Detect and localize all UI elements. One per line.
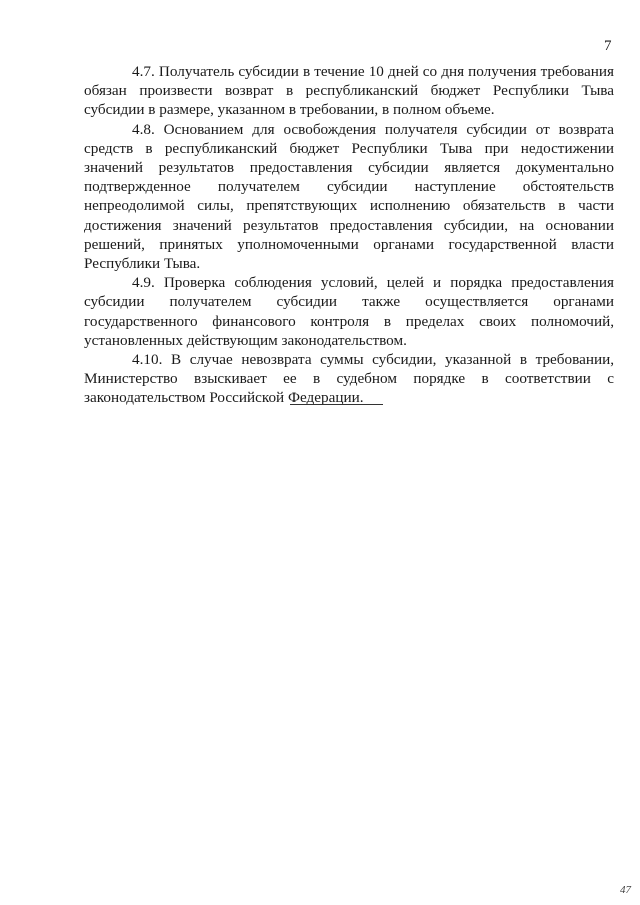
paragraph-4-9: 4.9. Проверка соблюдения условий, целей и порядка предоставления субсидии получателем субсидии также осуществляется органами государственного финансового контроля в пределах своих полномочий, установленных действующим законодательством. [84, 274, 614, 349]
paragraph-4-10: 4.10. В случае невозврата суммы субсидии, указанной в требовании, Министерство взыскивает ее в судебном порядке в соответствии с законодательством Российской Федерации. [84, 351, 614, 407]
page-number: 7 [604, 38, 612, 54]
corner-mark: 47 [620, 884, 631, 896]
document-body [84, 62, 614, 408]
paragraph-4-8: 4.8. Основанием для освобождения получателя субсидии от возврата средств в республиканский бюджет Республики Тыва при недостижении значений результатов предоставления субсидии является документально подтвержденное получателем субсидии наступление обстоятельств непреодолимой силы, препятствующих исполнению обязательств в части достижения значений результатов предоставления субсидии, на основании решений, принятых уполномоченными органами государственной власти Республики Тыва. [84, 120, 614, 273]
paragraph-4-7: 4.7. Получатель субсидии в течение 10 дней со дня получения требования обязан произвести возврат в республиканский бюджет Республики Тыва субсидии в размере, указанном в требовании, в полном объеме. [84, 63, 614, 119]
end-separator-line [290, 404, 383, 405]
